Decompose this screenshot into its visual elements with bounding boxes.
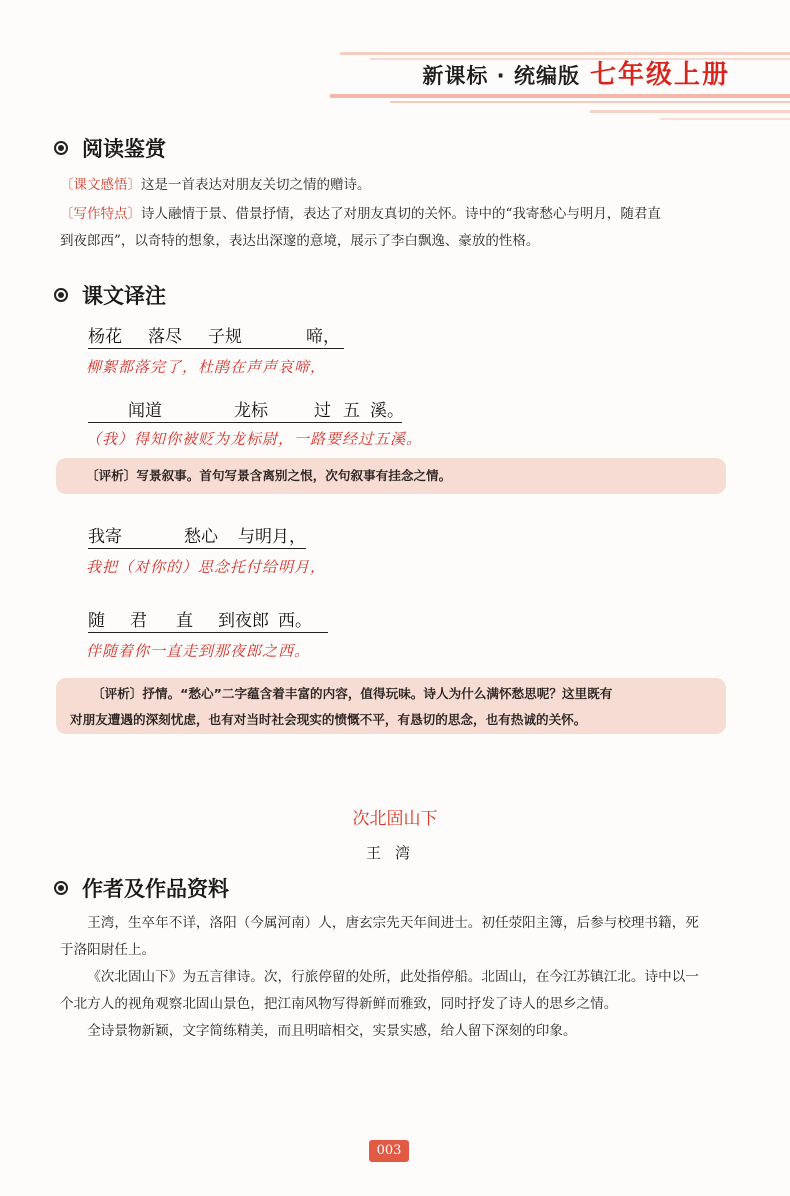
poem-word: 我寄	[88, 527, 122, 547]
poem-line-1	[88, 318, 344, 349]
poem-line-3	[88, 518, 306, 549]
comment-text: 写景叙事。首句写景含离别之恨，次句叙事有挂念之情。	[136, 468, 452, 483]
reading-paragraph-1	[60, 172, 732, 199]
paragraph-text: 这是一首表达对朋友关切之情的赠诗。	[141, 177, 371, 193]
section-title-author	[54, 873, 229, 903]
bullet-circle-icon	[54, 881, 68, 895]
comment-text: 抒情。“愁心”二字蕴含着丰富的内容，值得玩味。诗人为什么满怀愁思呢？这里既有	[142, 686, 613, 701]
poem-author: 王湾	[365, 844, 424, 862]
comment-text: 对朋友遭遇的深刻忧虑，也有对当时社会现实的愤慨不平，有恳切的思念，也有热诚的关怀。	[70, 712, 587, 727]
tag-lesson-insight: 〔课文感悟〕	[60, 177, 141, 193]
poem-word: 五	[343, 401, 360, 421]
poem-title: 次北固山下	[352, 809, 438, 829]
poem-word: 君	[130, 611, 147, 631]
bullet-circle-icon	[54, 288, 68, 302]
poem-word: 随	[88, 611, 105, 631]
section-title-text: 阅读鉴赏	[82, 137, 166, 161]
bullet-circle-icon	[54, 141, 68, 155]
bio-text: 王湾，生卒年不详，洛阳（今属河南）人，唐玄宗先天年间进士。初任荥阳主簿，后参与校理书籍，死	[87, 915, 699, 931]
section-title-text: 作者及作品资料	[82, 877, 229, 901]
poem-word: 啼，	[306, 327, 340, 347]
translation-line-4: 伴随着你一直走到那夜郎之西。	[86, 642, 311, 660]
header-series: 新课标 · 统编版	[422, 64, 580, 88]
poem-word: 到夜郎	[218, 611, 269, 631]
poem-line-4	[88, 602, 328, 633]
bio-paragraph-1	[60, 910, 732, 937]
poem-word: 溪。	[370, 401, 404, 421]
translation-line-3: 我把（对你的）思念托付给明月，	[86, 558, 327, 576]
bio-text: 于洛阳尉任上。	[60, 942, 156, 958]
poem-word: 愁心	[184, 527, 218, 547]
comment-box-2	[56, 678, 726, 734]
poem-word: 西。	[278, 611, 312, 631]
poem-word: 过	[314, 401, 331, 421]
paragraph-text: 到夜郎西”，以奇特的想象，表达出深邃的意境，展示了李白飘逸、豪放的性格。	[60, 233, 540, 249]
poem-word: 龙标	[234, 401, 268, 421]
comment-row	[70, 681, 714, 707]
poem-word: 子规	[208, 327, 242, 347]
poem-line-2	[88, 392, 402, 423]
bio-text: 《次北固山下》为五言律诗。次，行旅停留的处所，此处指停船。北固山，在今江苏镇江北。诗中以一	[87, 969, 699, 985]
header-title	[422, 54, 730, 90]
comment-tag: 〔评析〕	[86, 468, 137, 483]
poem-word: 闻道	[128, 401, 162, 421]
bio-paragraph-3: 全诗景物新颖，文字简练精美，而且明暗相交，实景实感，给人留下深刻的印象。	[87, 1023, 577, 1039]
comment-box-1	[56, 458, 726, 494]
poem-word: 杨花	[88, 327, 122, 347]
section-title-reading	[54, 133, 166, 163]
page-number: 003	[369, 1140, 409, 1162]
header-grade: 七年级上册	[589, 60, 730, 90]
author-info-block	[60, 910, 732, 1045]
translation-line-2: （我）得知你被贬为龙标尉，一路要经过五溪。	[86, 430, 423, 448]
reading-paragraph-2	[60, 201, 732, 255]
tag-writing-features: 〔写作特点〕	[60, 206, 141, 222]
bio-text: 个北方人的视角观察北固山景色，把江南风物写得新鲜而雅致，同时抒发了诗人的思乡之情。	[60, 996, 618, 1012]
section-title-translation	[54, 280, 166, 310]
poem-word: 与明月，	[238, 527, 306, 547]
poem-word: 直	[176, 611, 193, 631]
bio-paragraph-2	[60, 964, 732, 991]
translation-line-1: 柳絮都落完了，杜鹃在声声哀啼，	[86, 358, 327, 376]
comment-tag: 〔评析〕	[92, 686, 143, 701]
paragraph-text: 诗人融情于景、借景抒情，表达了对朋友真切的关怀。诗中的“我寄愁心与明月，随君直	[141, 206, 661, 222]
poem-word: 落尽	[148, 327, 182, 347]
section-title-text: 课文译注	[82, 284, 166, 308]
